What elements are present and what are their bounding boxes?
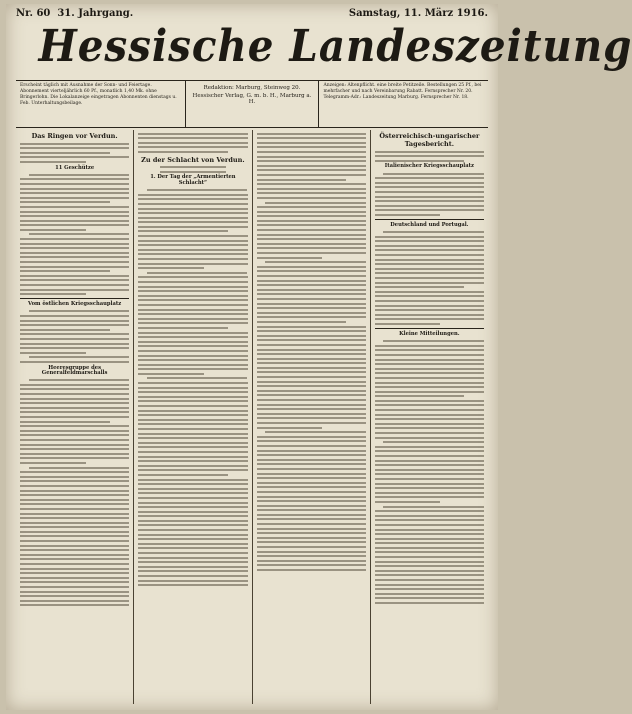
- section-heading: Vom östlichen Kriegsschauplatz: [28, 301, 122, 308]
- section-heading: Kleine Mitteilungen.: [399, 330, 460, 337]
- column-1: [16, 130, 134, 704]
- newspaper-page: [6, 4, 632, 710]
- article-text: [138, 133, 247, 153]
- article-headline: Zu der Schlacht von Verdun.: [141, 155, 245, 164]
- column-2: [134, 130, 252, 704]
- article-text: [20, 310, 129, 363]
- divider: [375, 219, 484, 220]
- article-text: [20, 379, 129, 606]
- subscription-info: Erscheint täglich mit Ausnahme der Sonn- und Feiertage. Abonnement vierteljährlich 60 Pf., monatlich 1,40 Mk. ohne Bringerlohn. Die Lokalanzeige eingetragen Abonnenten dienstags u. Feb. Unterhaltungsbeilage.: [16, 81, 186, 127]
- issue-number: Nr. 60 31. Jahrgang.: [16, 7, 134, 19]
- divider: [20, 298, 129, 299]
- publisher-name: Hessischer Verlag, G. m. b. H., Marburg a. H.: [192, 93, 312, 105]
- article-headline: Das Ringen vor Verdun.: [31, 132, 118, 140]
- masthead-title: Hessische Landeszeitung: [38, 21, 632, 72]
- divider: [375, 328, 484, 329]
- article-text: [138, 166, 247, 173]
- article-columns: [16, 130, 488, 704]
- article-text: [375, 340, 484, 604]
- article-text: [375, 173, 484, 216]
- article-text: [20, 174, 129, 295]
- article-text: [375, 231, 484, 325]
- section-heading: Heeresgruppe des Generalfeldmarschalls: [41, 364, 108, 377]
- advertising-info: Anzeigen: Altenpflicht. eine breite Petitzeile. Bestellungen 25 Pf., bei mehrfacher und nach Vereinbarung Rabatt. Fernsprecher Nr. 20. Telegramm-Adr.: Landeszeitung Marburg. Fernsprecher Nr. 18.: [323, 83, 482, 100]
- issue-date: Samstag, 11. März 1916.: [348, 7, 488, 19]
- article-text: [20, 143, 129, 163]
- editorial-address: Redaktion: Marburg, Steinweg 20.: [203, 85, 301, 91]
- article-text: [257, 133, 366, 571]
- article-text: [138, 189, 247, 586]
- column-3: [253, 130, 371, 704]
- article-headline: Österreichisch-ungarischer Tagesbericht.: [379, 132, 480, 148]
- section-heading: Deutschland und Portugal.: [390, 221, 469, 228]
- article-text: [375, 151, 484, 162]
- publisher-info: [186, 81, 320, 127]
- subscription-row: [16, 80, 488, 128]
- section-heading: 11 Geschütze: [55, 164, 95, 171]
- column-4: [371, 130, 488, 704]
- section-heading: Italienischer Kriegsschauplatz: [384, 163, 474, 170]
- section-heading: 1. Der Tag der „Armentierten Schlacht“: [150, 174, 236, 186]
